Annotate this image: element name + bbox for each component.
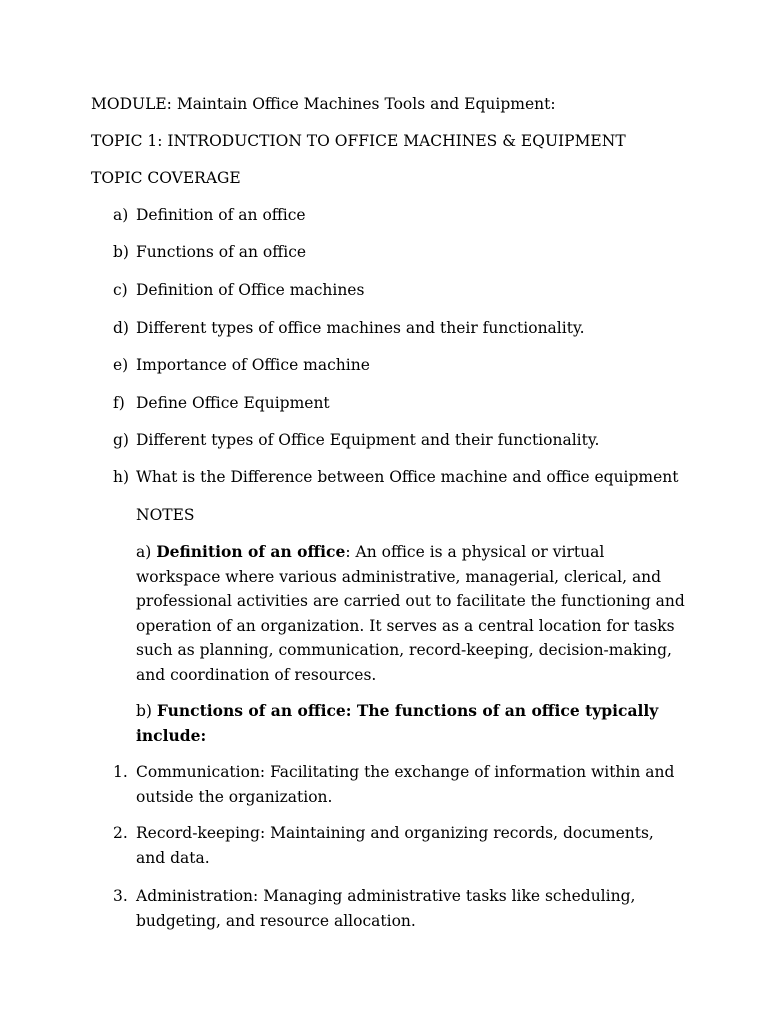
list-marker: d) bbox=[113, 319, 129, 337]
note-functions-heading bbox=[136, 699, 686, 748]
list-item-text: Importance of Office machine bbox=[136, 356, 370, 374]
note-body: : An office is a physical or virtual workspace where various administrative, managerial, clerical, and professional activities are carried out to facilitate the functioning and operation of an organization. It serves as a central location for tasks such as planning, communication, record-keeping, decision-making, and coordination of resources. bbox=[136, 543, 685, 684]
list-marker: c) bbox=[113, 281, 128, 299]
list-number: 2. bbox=[113, 824, 128, 842]
coverage-heading: TOPIC COVERAGE bbox=[91, 169, 241, 187]
note-term: Functions of an office: The functions of an office typically include: bbox=[136, 701, 659, 745]
list-marker: f) bbox=[113, 394, 125, 412]
list-marker: h) bbox=[113, 468, 130, 486]
list-number: 3. bbox=[113, 887, 128, 905]
module-title: MODULE: Maintain Office Machines Tools and Equipment: bbox=[91, 95, 556, 113]
notes-heading: NOTES bbox=[136, 506, 195, 524]
list-number: 1. bbox=[113, 763, 128, 781]
list-marker: g) bbox=[113, 431, 129, 449]
list-item-text: Definition of Office machines bbox=[136, 281, 365, 299]
function-text: Record-keeping: Maintaining and organizing records, documents, and data. bbox=[136, 824, 654, 867]
topic-title: TOPIC 1: INTRODUCTION TO OFFICE MACHINES & EQUIPMENT bbox=[91, 132, 626, 150]
function-text: Administration: Managing administrative tasks like scheduling, budgeting, and resource allocation. bbox=[136, 887, 636, 930]
note-term: Definition of an office bbox=[156, 542, 346, 561]
note-prefix: a) bbox=[136, 543, 157, 561]
list-item-text: What is the Difference between Office machine and office equipment bbox=[136, 468, 679, 486]
list-marker: a) bbox=[113, 206, 129, 224]
note-definition-paragraph bbox=[136, 540, 686, 687]
function-text: Communication: Facilitating the exchange of information within and outside the organization. bbox=[136, 763, 675, 806]
list-item-text: Definition of an office bbox=[136, 206, 306, 224]
list-marker: e) bbox=[113, 356, 129, 374]
list-item-text: Different types of office machines and their functionality. bbox=[136, 319, 585, 337]
note-prefix: b) bbox=[136, 702, 157, 720]
list-marker: b) bbox=[113, 243, 129, 261]
list-item-text: Define Office Equipment bbox=[136, 394, 330, 412]
list-item-text: Different types of Office Equipment and their functionality. bbox=[136, 431, 600, 449]
list-item-text: Functions of an office bbox=[136, 243, 307, 261]
